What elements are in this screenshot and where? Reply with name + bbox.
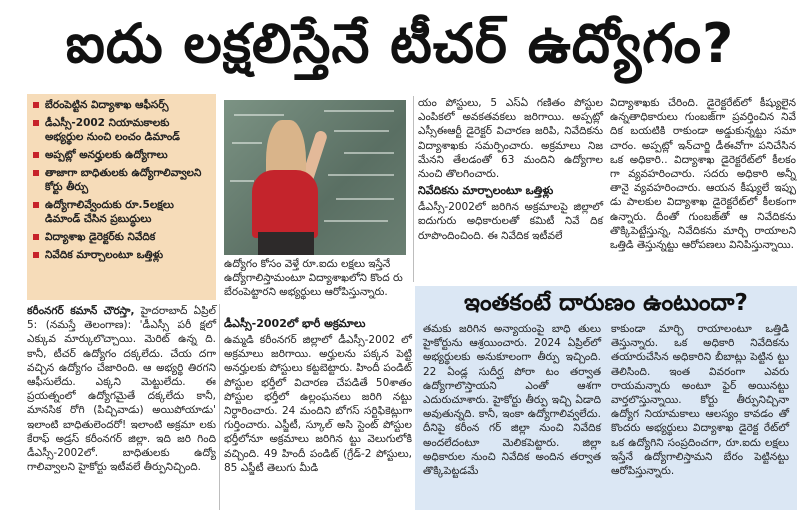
highlight-item: బేరంపెట్టిన విద్యాశాఖ ఆఫీసర్స్ (33, 98, 210, 112)
teacher-skirt (258, 232, 314, 255)
highlights-box (27, 94, 216, 300)
sidebar-story-left: తమకు జరిగిన అన్యాయంపై బాధి తులు హైకోర్టును ఆశ్రయించారు. 2024 ఏప్రిల్‌లో అభ్యర్థులకు అనుకూలంగా తీర్పు ఇచ్చింది. 22 ఏండ్ల సుదీర్ఘ పోరా టం తర్వాత ఉద్యోగాలొస్తాయని ఎంతో ఆశగా ఎదురుచూశారు. హైకోర్టు తీర్పు ఇచ్చి ఏడాది అవుతున్నది. కానీ, ఇంకా ఉద్యోగాలివ్వలేదు. దీనిపై కరీంన గర్ జిల్లా నుంచి నివేదిక అందలేదంటూ మెలికపెట్టారు. జిల్లా అధికారుల నుంచి నివేదిక అందిన తర్వాత తొక్కిపెట్టడమే (423, 323, 601, 478)
column-3-body: యం పోస్టులు, 5 ఎస్ఏ గణితం పోస్టుల ఎంపికలో అవకతవకలు జరిగాయి. అప్పట్లో ఎస్సీఈఆర్టీ డైరెక్టర్ విచారణ జరిపి, నివేదికను విద్యాశాఖకు సమర్పించారు. అక్రమాలు నిజ మేనని తేలడంతో 63 మందిని ఉద్యోగాల నుంచి తొలగించారు. (418, 97, 603, 181)
column-divider (219, 304, 220, 510)
column-1-body: హైదరాబాద్ ఏప్రిల్ 5: (నమస్తే తెలంగాణ): 'డీఎస్సీ పరీ క్షలో ఎక్కువ మార్కులొచ్చాయి. మెరిట్ ఉన్న ది. కానీ, టీచర్ ఉద్యోగం దక్కలేదు. చేయ దగా వచ్చిన ఉద్యోగం చేజారింది. ఆ అభ్యర్థి తిరగని ఆఫీసులేదు. ఎక్కని మెట్టులేదు. ఈ ప్రయత్నంలో ఉద్యోగమైతే దక్కలేదు కానీ, మానసిక రోగి (పిచ్చివాడు) అయిపోయాడు' ఇలాంటి బాధితులెందరో! ఇలాంటి అక్రమా లకు కేరాఫ్ అడ్రస్ కరీంనగర్ జిల్లా. ఇది జరి గింది డీఎస్సీ-2002లో. బాధితులకు ఉద్యో గాలివ్వాలని హైకోర్టు ఇటీవలే తీర్పునిచ్చింది. (27, 305, 216, 474)
column-4-body: విద్యాశాఖకు చేరింది. డైరెక్టరేట్‌లో కీష్యులైన ఉన్నతాధికారులు గుంబజ్‌గా ప్రవర్తించిన నివే దిక బయటికి రాకుండా అడ్డుకున్నట్టు సమా చారం. అప్పట్లో ఇన్‌చార్జి డీఈవోగా పనిచేసిన ఒక అధికారి.. విద్యాశాఖ డైరెక్టరేట్‌లో కీలకం గా వ్యవహరించారు. సదరు అధికారి అన్నీ తానై వ్యవహరించారు. ఆయన కీష్యులే ఇప్పు డు పాలకుల విద్యాశాఖ డైరెక్టరేట్‌లో కీలకంగా ఉన్నారు. దీంతో గుంబజ్‌తో ఆ నివేదికను తొక్కిపెట్టేస్తున్న, నివేదికను మార్చి రాయాలని ఒత్తిడి తెస్తున్నట్టు ఆరోపణలు వినిపిస్తున్నాయి. (610, 97, 796, 252)
column-divider (413, 96, 414, 282)
column-1-text (27, 304, 216, 474)
highlight-item: డీఎస్సీ-2002 నియామకాలకు అభ్యర్థుల నుంచి లంచం డిమాండ్ (33, 116, 210, 144)
teacher-photo (224, 100, 406, 255)
subhead-irregularities: డీఎస్సీ-2002లో భారీ అక్రమాలు (224, 317, 366, 330)
article-column-2 (224, 314, 412, 475)
highlight-item: ఉద్యోగాలివ్వేందుకు రూ.5లక్షలు డిమాండ్ చేసిన ప్రబుద్ధులు (33, 198, 210, 226)
photo-caption: ఉద్యోగం కోసం వెళ్తే రూ.ఐదు లక్షలు ఇస్తేనే ఉద్యోగాలిస్తామంటూ విద్యాశాఖలోని కొంద రు బేరంపెట్టారని అభ్యర్థులు ఆరోపిస్తున్నారు. (224, 258, 403, 298)
teacher-top (252, 170, 318, 238)
sidebar-story-title: ఇంతకంటే దారుణం ఉంటుందా? (464, 290, 748, 316)
sidebar-story (415, 286, 797, 510)
dateline: కరీంనగర్ కమాన్ చౌరస్తా, (27, 305, 135, 317)
article-column-4 (610, 96, 796, 252)
headline: ఐదు లక్షలిస్తేనే టీచర్ ఉద్యోగం? (65, 12, 735, 75)
article-column-1 (27, 304, 216, 474)
subhead-pressure: నివేదికను మార్చాలంటూ ఒత్తిళ్లు (418, 184, 554, 198)
sidebar-story-right: కాకుండా మార్చి రాయాలంటూ ఒత్తిడి తెస్తున్నారు. ఒక అధికారి నివేదికను తయారుచేసిన అధికారిని బీబాట్లు పెట్టిన ట్టు తెలిసింది. ఇంత వివరంగా ఎవరు రాయమన్నారు అంటూ ఫైర్ అయినట్టు వార్తలొస్తున్నాయి. కోర్టు తీర్పునిచ్చినా ఉద్యోగ నియామకాలు ఆలస్యం కావడం తో కొందరు అభ్యర్థులు విద్యాశాఖ డైరెక్ట రేట్‌లో ఒక ఉద్యోగిని సంప్రదించగా, రూ.ఐదు లక్షలు ఇస్తేనే ఉద్యోగాలిస్తామని బేరం పెట్టినట్టు ఆరోపిస్తున్నారు. (611, 323, 789, 478)
highlight-item: తాజాగా బాధితులకు ఉద్యోగాలివ్వాలని కోర్టు తీర్పు (33, 166, 210, 194)
highlight-item: నివేదిక మార్చాలంటూ ఒత్తిళ్లు (33, 248, 210, 262)
highlight-item: విద్యాశాఖ డైరెక్టర్‌కు నివేదిక (33, 230, 210, 244)
highlight-item: అప్పట్లో అనర్హులకు ఉద్యోగాలు (33, 148, 210, 162)
column-2-body: ఉమ్మడి కరీంనగర్ జిల్లాలో డీఎస్సీ-2002 లో అక్రమాలు జరిగాయి. అర్హులను పక్కన పెట్టి అనర్హులకు పోస్టులు కట్టబెట్టారు. హిందీ పండిట్ పోస్టుల భర్తీలో విచారణ చేపడితే 50శాతం పోస్టుల భర్తీలో ఉల్లంఘనలు జరిగి నట్టు నిర్ధారించారు. 24 మందిని బోగస్ సర్టిఫికెట్లుగా గుర్తించారు. ఎస్జీటీ, స్కూల్ అసి స్టెంట్ పోస్టుల భర్తీలోనూ అక్రమాలు జరిగిన ట్టు వెలుగులోకి వచ్చింది. 49 హిందీ పండిట్ (గ్రేడ్-2 పోస్టులు, 85 ఎస్జీటీ తెలుగు మీడి (224, 334, 412, 474)
article-column-3 (418, 96, 603, 243)
column-3-body-2: డీఎస్సీ-2002లో జరిగిన అక్రమాలపై జిల్లాలో ఐదుగురు అధికారులతో కమిటీ నివే దిక రూపొందించింది. ఈ నివేదిక ఇటీవలే (418, 201, 603, 242)
